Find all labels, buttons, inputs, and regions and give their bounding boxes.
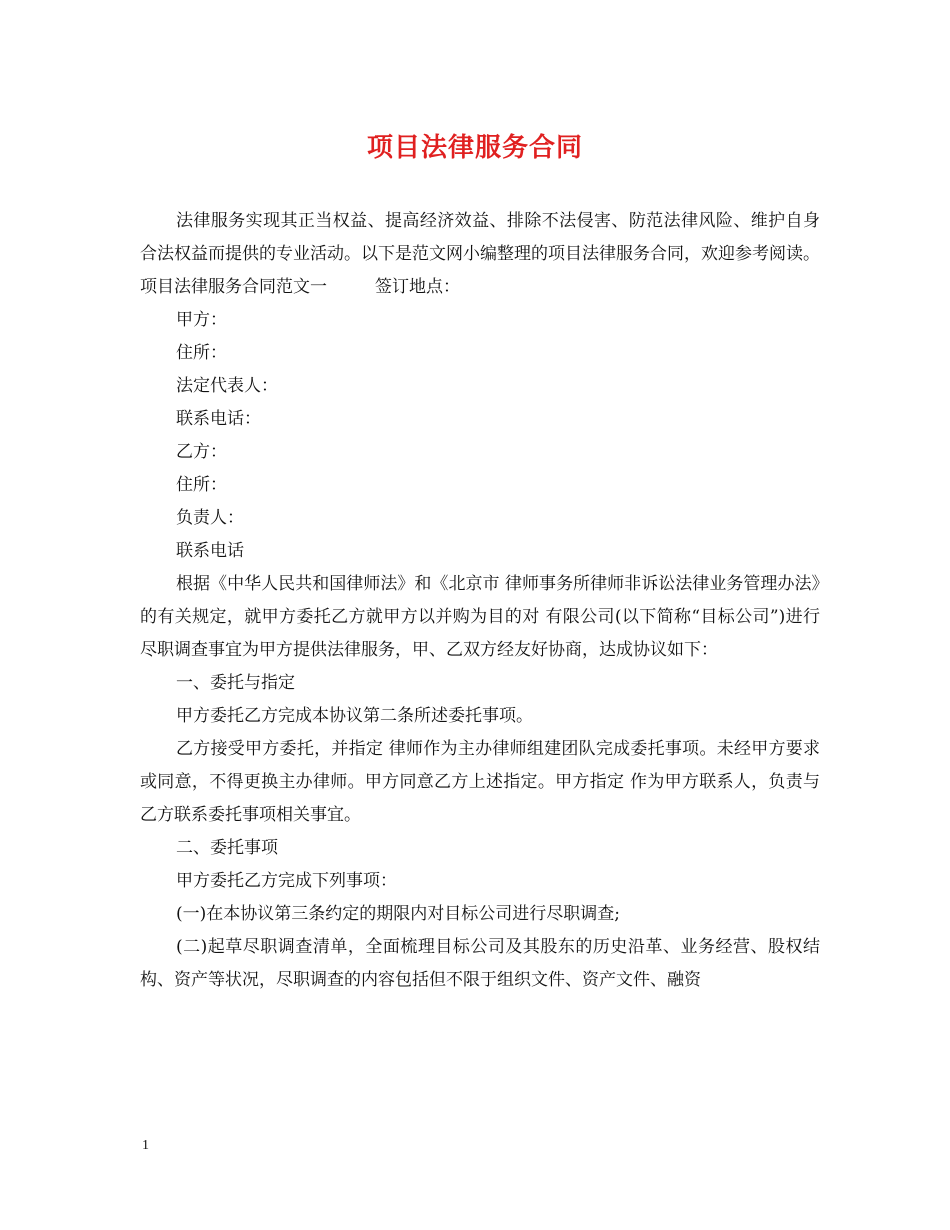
document-body xyxy=(140,205,820,997)
clause-item: (一)在本协议第三条约定的期限内对目标公司进行尽职调查; xyxy=(176,904,620,924)
party-a-phone-field: 联系电话： xyxy=(176,409,261,429)
clause-item: (二)起草尽职调查清单，全面梳理目标公司及其股东的历史沿革、业务经营、股权结构、资产等状况，尽职调查的内容包括但不限于组织文件、资产文件、融资 xyxy=(140,937,820,990)
page-number: 1 xyxy=(142,1138,149,1153)
sample-heading-line xyxy=(140,271,820,304)
party-b-field: 乙方： xyxy=(176,442,227,462)
responsible-person-field: 负责人： xyxy=(176,508,244,528)
section-heading-2: 二、委托事项 xyxy=(176,838,278,858)
party-a-address-field: 住所： xyxy=(176,343,227,363)
signing-place-label: 签订地点： xyxy=(375,277,460,297)
document-title: 项目法律服务合同 xyxy=(366,133,583,163)
legal-representative-field: 法定代表人： xyxy=(176,376,278,396)
party-b-phone-field: 联系电话 xyxy=(176,541,244,561)
party-b-address-field: 住所： xyxy=(176,475,227,495)
basis-paragraph: 根据《中华人民共和国律师法》和《北京市 律师事务所律师非诉讼法律业务管理办法》的有关规定，就甲方委托乙方就甲方以并购为目的对 有限公司(以下简称“目标公司”)进行尽职调查事宜为甲方提供法律服务，甲、乙双方经友好协商，达成协议如下： xyxy=(140,574,820,660)
clause-paragraph: 甲方委托乙方完成下列事项： xyxy=(176,871,397,891)
sample-heading: 项目法律服务合同范文一 xyxy=(140,277,327,297)
party-a-field: 甲方： xyxy=(176,310,227,330)
section-heading-1: 一、委托与指定 xyxy=(176,673,295,693)
clause-paragraph: 甲方委托乙方完成本协议第二条所述委托事项。 xyxy=(176,706,533,726)
clause-paragraph: 乙方接受甲方委托，并指定 律师作为主办律师组建团队完成委托事项。未经甲方要求或同意，不得更换主办律师。甲方同意乙方上述指定。甲方指定 作为甲方联系人，负责与乙方联系委托事项相关事宜。 xyxy=(140,739,820,825)
intro-paragraph: 法律服务实现其正当权益、提高经济效益、排除不法侵害、防范法律风险、维护自身合法权益而提供的专业活动。以下是范文网小编整理的项目法律服务合同，欢迎参考阅读。 xyxy=(140,211,820,264)
